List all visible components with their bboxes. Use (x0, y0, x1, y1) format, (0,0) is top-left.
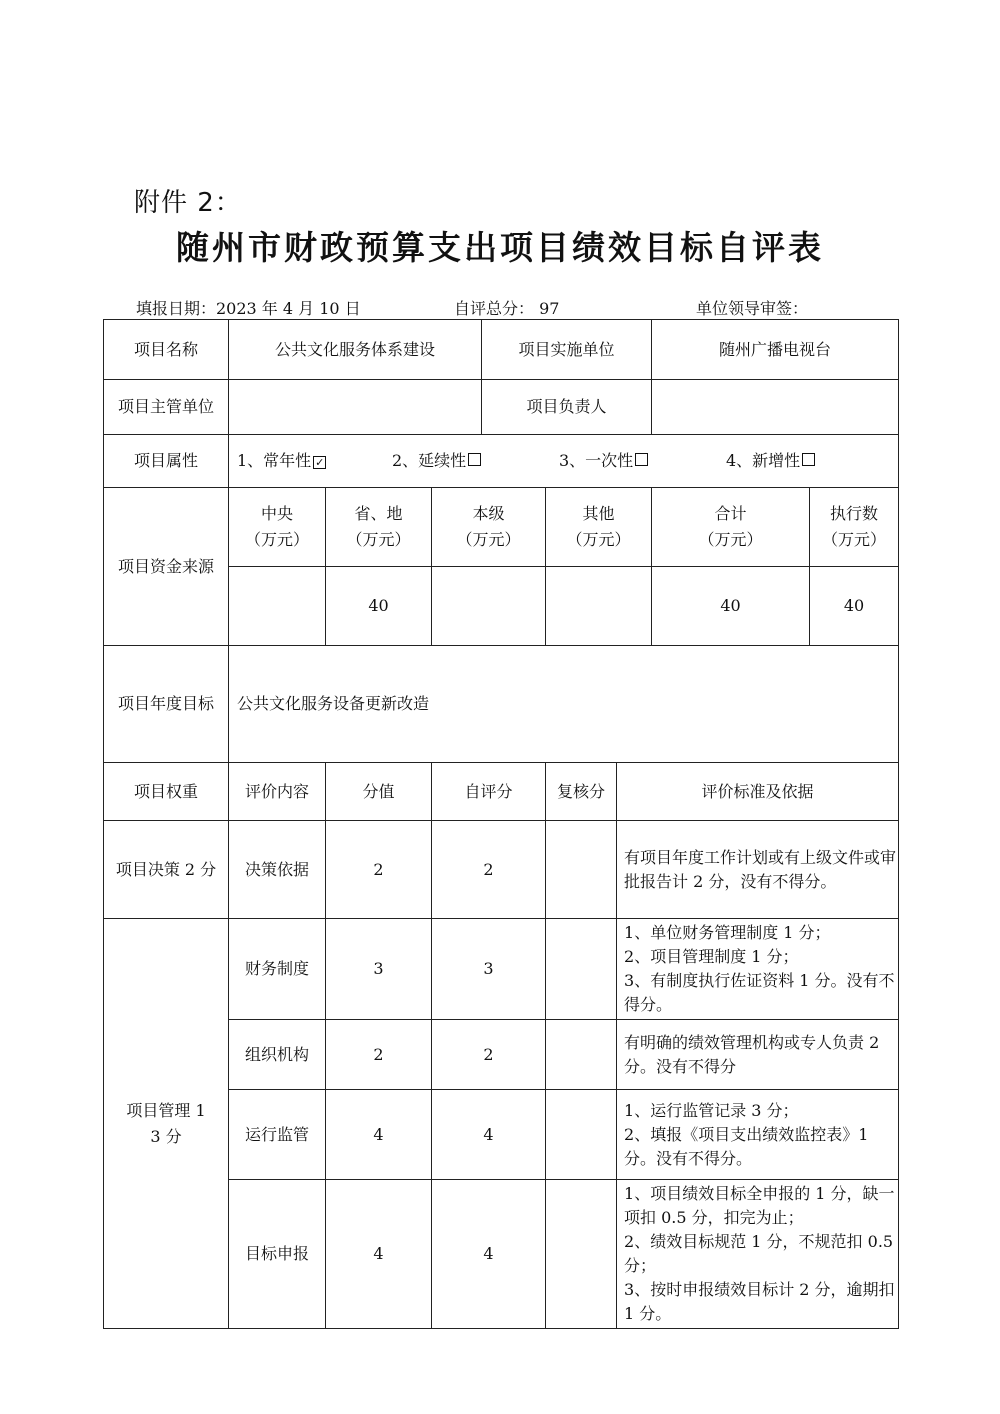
impl-unit-value: 随州广播电视台 (652, 320, 899, 380)
funding-header-total: 合计 （万元） (652, 488, 810, 567)
attr-option-3: 3、一次性 (559, 448, 726, 474)
annual-goal-value: 公共文化服务设备更新改造 (229, 646, 899, 763)
annual-goal-label: 项目年度目标 (104, 646, 229, 763)
owner-label: 项目负责人 (482, 380, 652, 435)
header-score: 分值 (326, 763, 432, 821)
attr-option-4: 4、新增性 (726, 448, 815, 474)
project-name-value: 公共文化服务体系建设 (229, 320, 482, 380)
row-supervisor (104, 380, 899, 435)
header-review-score: 复核分 (546, 763, 617, 821)
row-eval-headers (104, 763, 899, 821)
funding-value-other (546, 567, 652, 646)
owner-value (652, 380, 899, 435)
header-content: 评价内容 (229, 763, 326, 821)
weight-management-text: 项目管理 13 分 (126, 1100, 206, 1146)
self-score-cell: 4 (432, 1180, 546, 1329)
criteria-cell: 1、单位财务管理制度 1 分； 2、项目管理制度 1 分； 3、有制度执行佐证资料 1 分。没有不得分。 (617, 919, 899, 1020)
impl-unit-label: 项目实施单位 (482, 320, 652, 380)
content-cell: 运行监管 (229, 1090, 326, 1180)
weight-decision: 项目决策 2 分 (104, 821, 229, 919)
content-cell: 决策依据 (229, 821, 326, 919)
checkbox-empty-icon (802, 453, 815, 466)
criteria-cell: 1、项目绩效目标全申报的 1 分，缺一项扣 0.5 分，扣完为止； 2、绩效目标规范 1 分，不规范扣 0.5 分； 3、按时申报绩效目标计 2 分，逾期扣 1 分。 (617, 1180, 899, 1329)
score-cell: 2 (326, 1020, 432, 1090)
criteria-cell: 有项目年度工作计划或有上级文件或审批报告计 2 分，没有不得分。 (617, 821, 899, 919)
row-attributes (104, 435, 899, 488)
checkbox-empty-icon (635, 453, 648, 466)
supervisor-value (229, 380, 482, 435)
funding-header-province: 省、地 （万元） (326, 488, 432, 567)
score-cell: 2 (326, 821, 432, 919)
attachment-label: 附件 2： (134, 188, 242, 218)
funding-value-local (432, 567, 546, 646)
funding-header-executed: 执行数 （万元） (810, 488, 899, 567)
header-weight: 项目权重 (104, 763, 229, 821)
funding-value-executed: 40 (810, 567, 899, 646)
score-cell: 4 (326, 1180, 432, 1329)
self-score-cell: 3 (432, 919, 546, 1020)
checkbox-checked-icon: ✓ (315, 456, 325, 469)
header-criteria: 评价标准及依据 (617, 763, 899, 821)
review-score-cell (546, 1020, 617, 1090)
self-total-score: 自评总分： 97 (454, 299, 560, 318)
funding-header-local: 本级 （万元） (432, 488, 546, 567)
review-score-cell (546, 1180, 617, 1329)
attributes-label: 项目属性 (104, 435, 229, 488)
attr-option-1: 1、常年性 ✓ (237, 451, 325, 470)
funding-value-province: 40 (326, 567, 432, 646)
criteria-cell: 有明确的绩效管理机构或专人负责 2 分。没有不得分 (617, 1020, 899, 1090)
funding-label: 项目资金来源 (104, 488, 229, 646)
review-score-cell (546, 1090, 617, 1180)
criteria-cell: 1、运行监管记录 3 分； 2、填报《项目支出绩效监控表》1 分。没有不得分。 (617, 1090, 899, 1180)
table-row (104, 919, 899, 1020)
leader-signature-label: 单位领导审签： (696, 299, 809, 318)
header-self-score: 自评分 (432, 763, 546, 821)
project-name-label: 项目名称 (104, 320, 229, 380)
row-project-name (104, 320, 899, 380)
row-funding-headers (104, 488, 899, 567)
content-cell: 目标申报 (229, 1180, 326, 1329)
funding-header-other: 其他 （万元） (546, 488, 652, 567)
weight-management (104, 919, 229, 1329)
supervisor-label: 项目主管单位 (104, 380, 229, 435)
attr-option-2: 2、延续性 (392, 448, 559, 474)
self-score-cell: 2 (432, 821, 546, 919)
self-score-cell: 2 (432, 1020, 546, 1090)
score-cell: 3 (326, 919, 432, 1020)
self-score-cell: 4 (432, 1090, 546, 1180)
funding-header-central: 中央 （万元） (229, 488, 326, 567)
content-cell: 组织机构 (229, 1020, 326, 1090)
row-annual-goal (104, 646, 899, 763)
review-score-cell (546, 821, 617, 919)
fill-date: 填报日期：2023 年 4 月 10 日 (136, 299, 361, 318)
form-title: 随州市财政预算支出项目绩效目标自评表 (176, 228, 824, 267)
content-cell: 财务制度 (229, 919, 326, 1020)
score-cell: 4 (326, 1090, 432, 1180)
attributes-options (229, 435, 899, 488)
self-evaluation-table (103, 319, 899, 1329)
funding-value-central (229, 567, 326, 646)
table-row (104, 821, 899, 919)
review-score-cell (546, 919, 617, 1020)
funding-value-total: 40 (652, 567, 810, 646)
checkbox-empty-icon (468, 453, 481, 466)
